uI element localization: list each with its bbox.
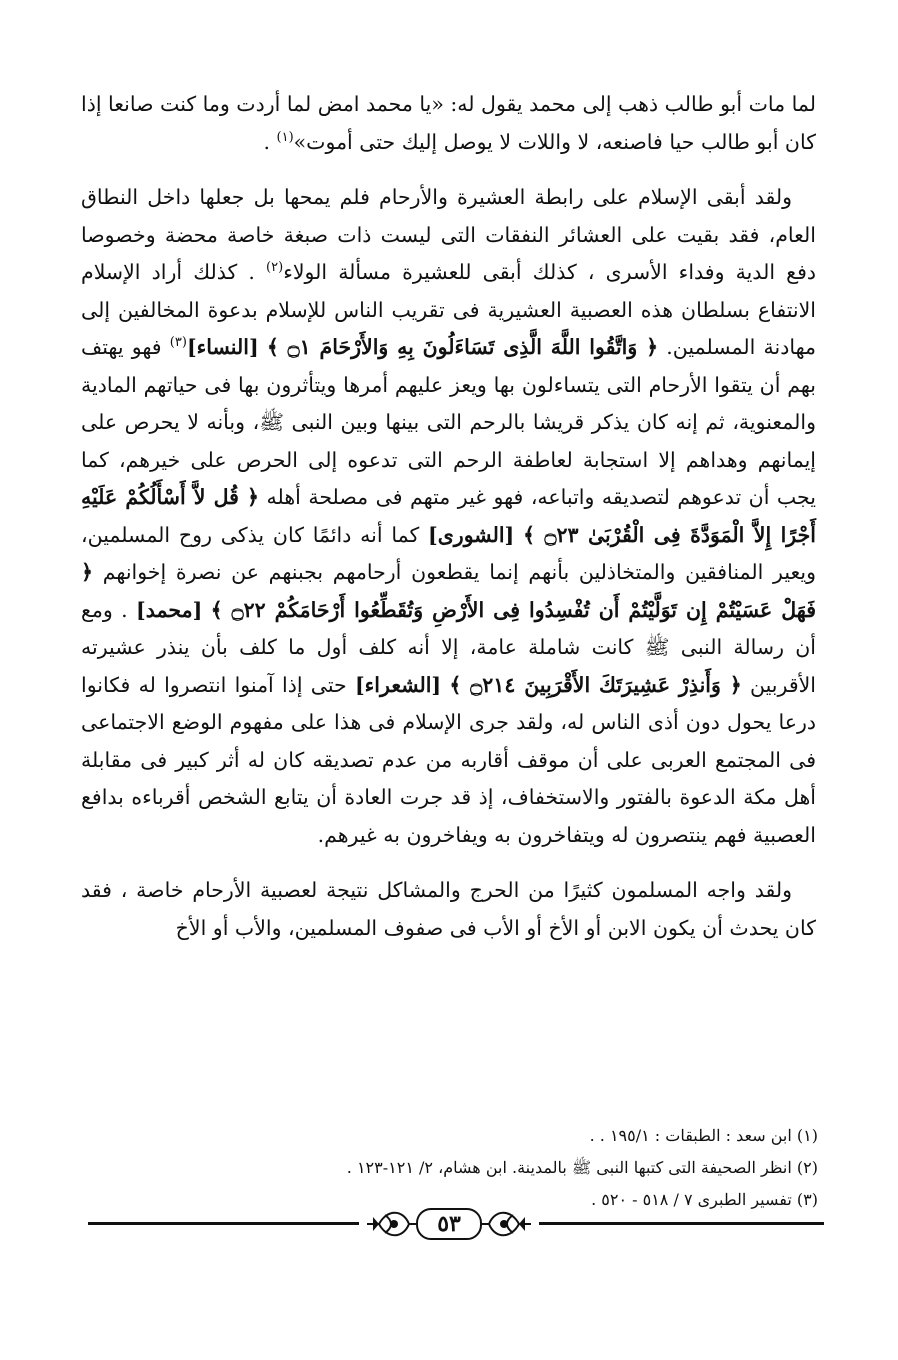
paragraph-2	[81, 179, 816, 854]
paragraph-1-text: لما مات أبو طالب ذهب إلى محمد يقول له: «يا محمد امض لما أردت وما كنت صانعا إذا كان أبو طالب حيا فاصنعه، لا واللات لا يوصل إليك حتى أموت»	[81, 92, 816, 154]
footnote-2: (٢) انظر الصحيفة التى كتبها النبى ﷺ بالمدينة. ابن هشام، ٢/ ١٢١-١٢٣ .	[346, 1158, 818, 1177]
paragraph-2-part5: . ومع أن رسالة النبى ﷺ كانت شاملة عامة، إلا أنه كلف أول ما كلف بأن ينذر عشيرته الأقربين	[81, 597, 817, 697]
footnote-ref-1: (١)	[276, 129, 294, 145]
paragraph-2-part3: فهو يهتف بهم أن يتقوا الأرحام التى يتساءلون بها ويعز عليهم أمرها ويتأثرون بها فى حياتهم المادية والمعنوية، ثم إنه كان يذكر قريشا بالرحم التى بينها وبين النبى ﷺ، وبأنه لا يحرص على إيمانهم وهداهم إلا استجابة لعاطفة الرحم التى تدعوه إلى الحرص على خيرهم، كما يجب أن تدعوهم لتصديقه واتباعه، فهو غير متهم فى مصلحة أهله	[81, 335, 816, 509]
footnote-1: (١) ابن سعد : الطبقات : ١٩٥/١ . .	[589, 1126, 818, 1145]
paragraph-3	[81, 872, 816, 947]
footnote-ref-2: (٢)	[266, 260, 284, 276]
paragraph-2-part1: ولقد أبقى الإسلام على رابطة العشيرة والأرحام فلم يمحها بل جعلها داخل النطاق العام، فقد بقيت على العشائر النفقات التى ليست ذات صبغة خاصة محضة وخصوصا دفع الدية وفداء الأسرى ، كذلك أبقى للعشيرة مسألة الولاء	[81, 185, 816, 284]
footnotes	[83, 1120, 818, 1216]
surah-ref-shura: [الشورى]	[428, 522, 515, 547]
footnote-ref-3: (٣)	[169, 335, 187, 351]
paragraph-2-part6: حتى إذا آمنوا انتصروا له فكانوا درعا يحول دون أذى الناس له، ولقد جرى الإسلام فى هذا على مفهوم الوضع الاجتماعى فى المجتمع العربى على أن موقف أقاربه من عدم تصديقه كان له أثر كبير فى مقابلة أهل مكة الدعوة بالفتور والاستخفاف، إذ قد جرت العادة أن يتابع الشخص أقرباءه بدافع العصبية فهم ينتصرون له ويتفاخرون به ويفاخرون به غيرهم.	[81, 672, 816, 847]
footnote-3: (٣) تفسير الطبرى ٧ / ٥١٨ - ٥٢٠ .	[591, 1190, 818, 1209]
paragraph-1-tail: .	[263, 129, 277, 154]
paragraph-3-text: ولقد واجه المسلمون كثيرًا من الحرج والمشاكل نتيجة لعصبية الأرحام خاصة ، فقد كان يحدث أن يكون الابن أو الأخ أو الأب فى صفوف المسلمين، والأب أو الأخ	[81, 878, 816, 940]
surah-ref-nisa: [النساء]	[186, 335, 259, 359]
paragraph-1	[81, 86, 816, 161]
page-number-ornament	[359, 1203, 539, 1245]
quran-verse-2: ﴿ قُل لاَّ أَسْأَلُكُمْ عَلَيْهِ أَجْرًا إِلاَّ الْمَوَدَّةَ فِى الْقُرْبَىٰ ۝٢٣ ﴾	[81, 485, 816, 547]
quran-verse-3: ﴿ فَهَلْ عَسَيْتُمْ إِن تَوَلَّيْتُمْ أَن تُفْسِدُوا فِى الأَرْضِ وَتُقَطِّعُوا أَرْحَامَكُمْ ۝٢٢ ﴾	[81, 560, 817, 622]
quran-verse-4: ﴿ وَأَنذِرْ عَشِيرَتَكَ الأَقْرَبِينَ ۝٢١٤ ﴾	[449, 672, 742, 697]
quran-verse-1: ﴿ وَاتَّقُوا اللَّهَ الَّذِى تَسَاءَلُونَ بِهِ وَالأَرْحَامَ ۝١ ﴾	[266, 335, 659, 359]
paragraph-2-part2: . كذلك أراد الإسلام الانتفاع بسلطان هذه العصبية العشيرية فى تقريب الناس للإسلام بدعوة المخالفين إلى مهادنة المسلمين.	[81, 260, 817, 359]
body-text	[81, 86, 816, 947]
surah-ref-muhammad: [محمد]	[136, 597, 203, 622]
surah-ref-shuara: [الشعراء]	[354, 672, 442, 697]
page-number: ٥٣	[437, 1211, 461, 1237]
paragraph-2-part4: كما أنه دائمًا كان يذكى روح المسلمين، ويعير المنافقين والمتخاذلين بأنهم إنما يقطعون أرحامهم بجبنهم عن نصرة إخوانهم	[81, 522, 816, 584]
